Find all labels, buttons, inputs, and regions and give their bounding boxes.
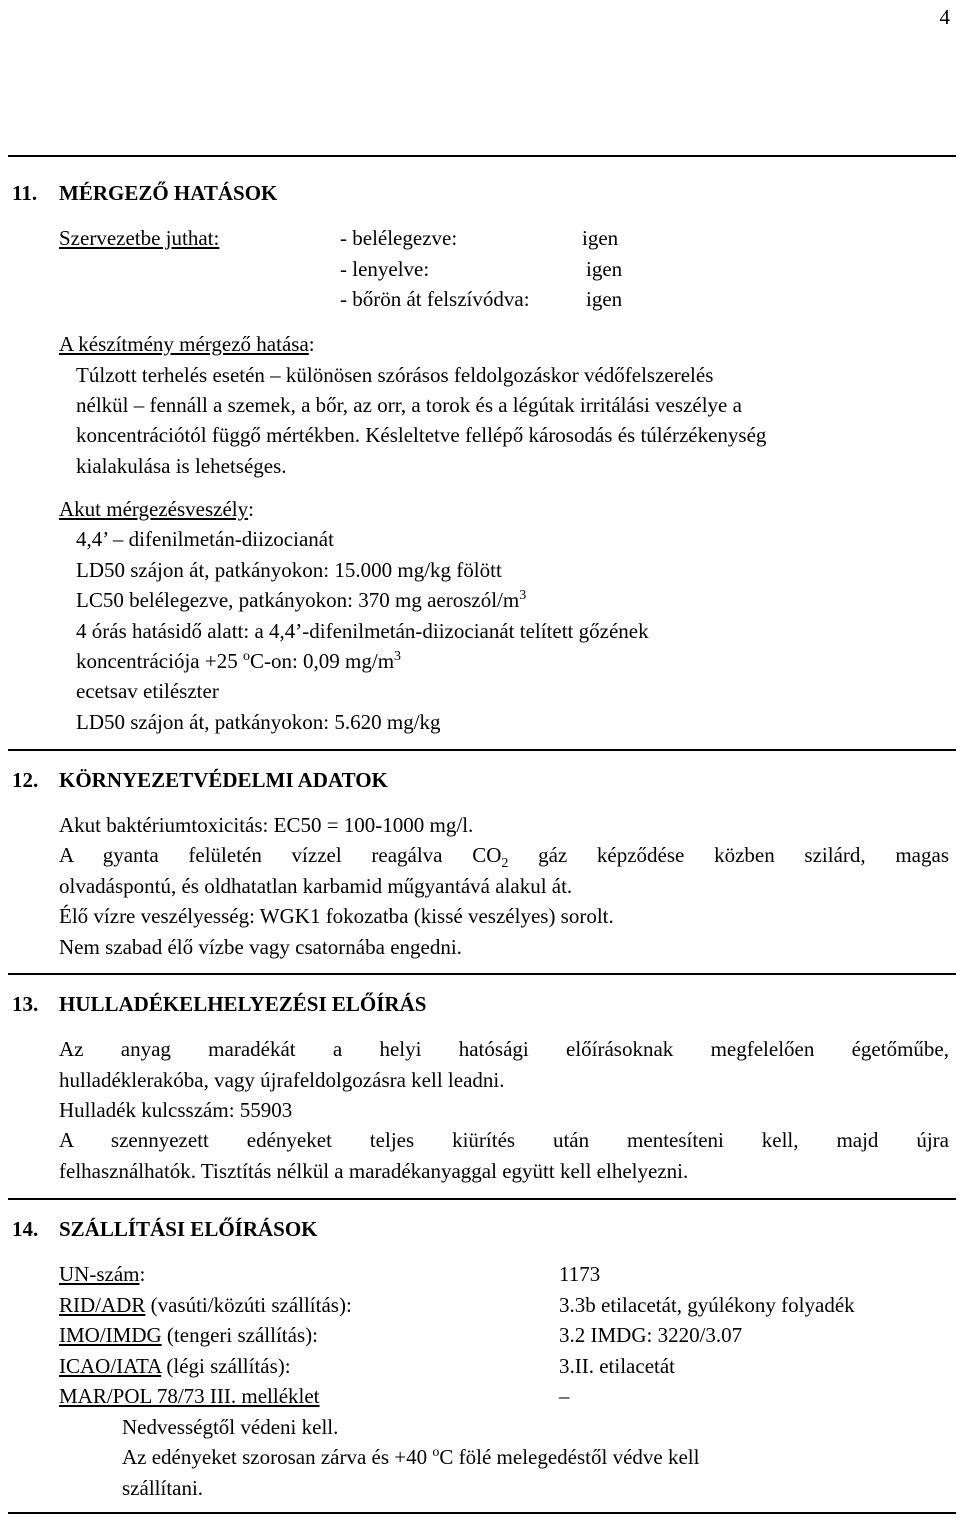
route-skin: - bőrön át felszívódva: — [340, 287, 530, 311]
acute-ld50-2: LD50 szájon át, patkányokon: 5.620 mg/kg — [76, 710, 441, 734]
section-13-number: 13. — [12, 992, 39, 1016]
section-14-title: SZÁLLÍTÁSI ELŐÍRÁSOK — [59, 1217, 318, 1241]
divider — [8, 155, 956, 157]
acute-concentration: koncentrációja +25 $^o$C-on: 0,09 $mg/m^3$ — [76, 649, 402, 673]
toxicity-heading: A készítmény mérgező hatása: — [59, 332, 315, 356]
section-12-number: 12. — [12, 768, 39, 792]
divider — [8, 973, 956, 975]
transport-row-marpol: MAR/POL 78/73 III. melléklet — [59, 1384, 320, 1408]
section-14-number: 14. — [12, 1217, 39, 1241]
transport-value-imo-imdg: 3.2 IMDG: 3220/3.07 — [559, 1323, 743, 1347]
acute-ld50: LD50 szájon át, patkányokon: 15.000 mg/kg fölött — [76, 558, 502, 582]
container-text-line-2: felhasználhatók. Tisztítás nélkül a maradékanyaggal együtt kell elhelyezni. — [59, 1159, 689, 1183]
waste-code: Hulladék kulcsszám: 55903 — [59, 1098, 293, 1122]
moisture-note: Nedvességtől védeni kell. — [122, 1415, 339, 1439]
resin-reaction-line: A gyanta felületén vízzel reagálva $CO_2$ gáz képződése közben szilárd, magas — [59, 843, 949, 872]
section-13-title: HULLADÉKELHELYEZÉSI ELŐÍRÁS — [59, 992, 427, 1016]
water-warning: Nem szabad élő vízbe vagy csatornába engedni. — [59, 935, 462, 959]
acute-heading: Akut mérgezésveszély: — [59, 497, 254, 521]
transport-row-rid-adr: RID/ADR (vasúti/közúti szállítás): — [59, 1293, 352, 1317]
transport-value-rid-adr: 3.3b etilacetát, gyúlékony folyadék — [559, 1293, 855, 1317]
section-11-title: MÉRGEZŐ HATÁSOK — [59, 181, 278, 205]
resin-reaction-line-2: olvadáspontú, és oldhatatlan karbamid műgyantává alakul át. — [59, 874, 573, 898]
acute-substance-2: ecetsav etilészter — [76, 679, 219, 703]
toxicity-text-line: nélkül – fennáll a szemek, a bőr, az orr, a torok és a légútak irritálási veszélye a — [76, 393, 742, 417]
transport-row-icao-iata: ICAO/IATA (légi szállítás): — [59, 1354, 291, 1378]
bacteria-toxicity: Akut baktériumtoxicitás: EC50 = 100-1000 mg/l. — [59, 813, 474, 837]
acute-substance: 4,4’ – difenilmetán-diizocianát — [76, 527, 334, 551]
exposure-label: Szervezetbe juthat: — [59, 226, 220, 250]
acute-lc50: LC50 belélegezve, patkányokon: 370 mg aeroszól/$m^3$ — [76, 588, 527, 612]
toxicity-text-line: koncentrációtól függő mértékben. Késleltetve fellépő károsodás és túlérzékenység — [76, 423, 767, 447]
water-hazard: Élő vízre veszélyesség: WGK1 fokozatba (kissé veszélyes) sorolt. — [59, 904, 614, 928]
route-skin-value: igen — [586, 287, 623, 311]
section-12-title: KÖRNYEZETVÉDELMI ADATOK — [59, 768, 388, 792]
disposal-text-line: Az anyag maradékát a helyi hatósági előírásoknak megfelelően égetőműbe, — [59, 1037, 949, 1061]
storage-note: Az edényeket szorosan zárva és +40 $^o$C fölé melegedéstől védve kell — [122, 1445, 700, 1469]
route-ingestion-value: igen — [586, 257, 623, 281]
section-11-number: 11. — [12, 181, 38, 205]
acute-exposure-time: 4 órás hatásidő alatt: a 4,4’-difenilmetán-diizocianát telített gőzének — [76, 619, 649, 643]
transport-row-un: UN-szám: — [59, 1262, 146, 1286]
divider — [8, 1512, 956, 1514]
divider — [8, 749, 956, 751]
container-text-line: A szennyezett edényeket teljes kiürítés után mentesíteni kell, majd újra — [59, 1128, 949, 1152]
transport-row-imo-imdg: IMO/IMDG (tengeri szállítás): — [59, 1323, 318, 1347]
toxicity-text-line: Túlzott terhelés esetén – különösen szórásos feldolgozáskor védőfelszerelés — [76, 363, 714, 387]
disposal-text-line-2: hulladéklerakóba, vagy újrafeldolgozásra kell leadni. — [59, 1068, 505, 1092]
transport-value-un: 1173 — [559, 1262, 601, 1286]
toxicity-text-line: kialakulása is lehetséges. — [76, 454, 287, 478]
transport-value-icao-iata: 3.II. etilacetát — [559, 1354, 676, 1378]
transport-value-marpol: – — [559, 1384, 570, 1408]
route-inhalation-value: igen — [582, 226, 619, 250]
route-inhalation: - belélegezve: — [340, 226, 458, 250]
divider — [8, 1198, 956, 1200]
page-number: 4 — [939, 5, 950, 29]
route-ingestion: - lenyelve: — [340, 257, 430, 281]
storage-note-2: szállítani. — [122, 1476, 204, 1500]
